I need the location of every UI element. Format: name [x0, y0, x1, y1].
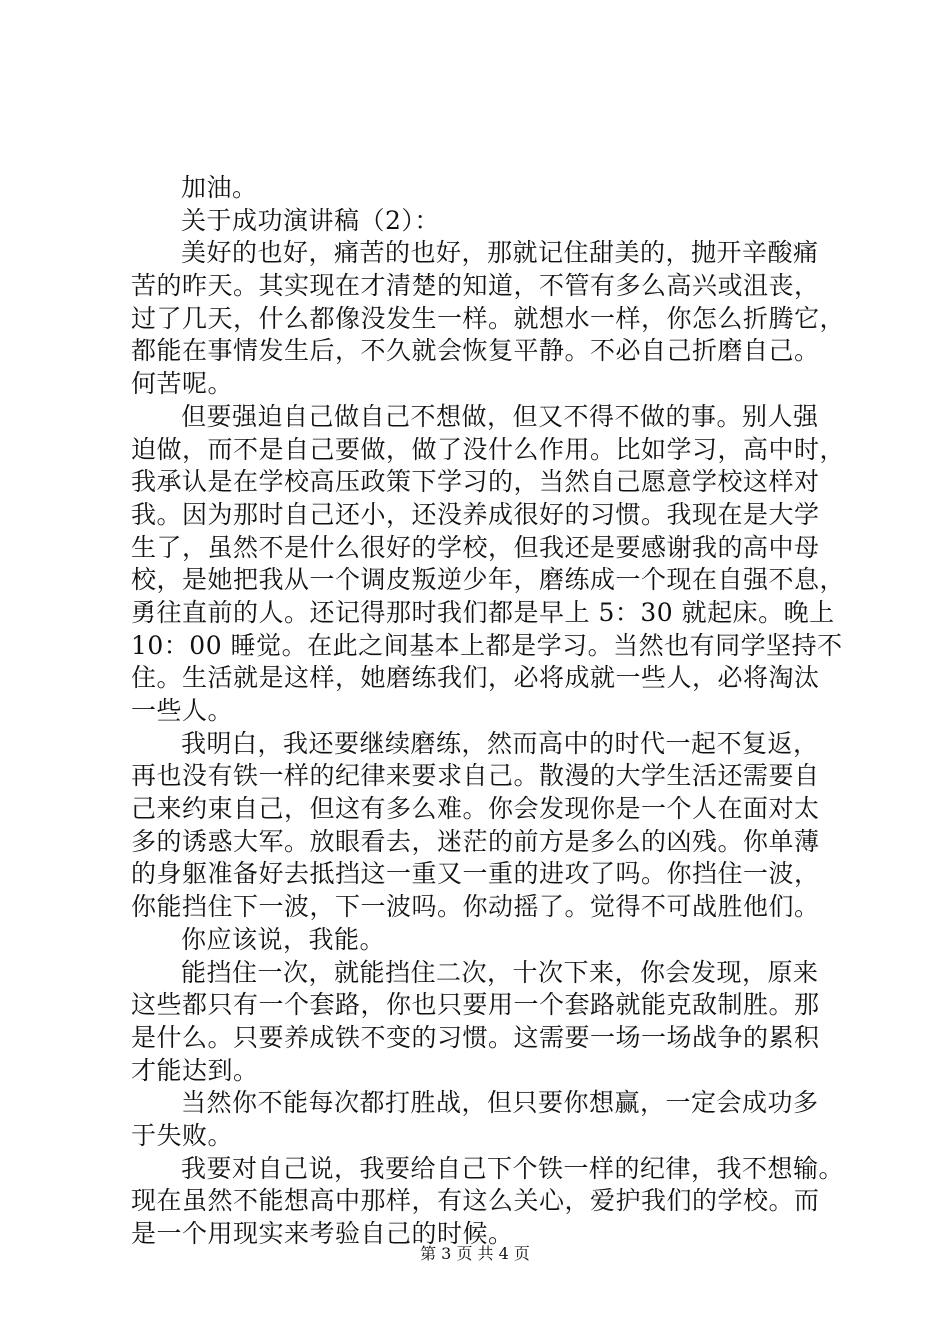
text-line: 再也没有铁一样的纪律来要求自己。散漫的大学生活还需要自	[131, 761, 820, 791]
text-line: 己来约束自己，但这有多么难。你会发现你是一个人在面对太	[131, 794, 820, 824]
text-line: 你能挡住下一波，下一波吗。你动摇了。觉得不可战胜他们。	[131, 892, 820, 922]
text-line: 但要强迫自己做自己不想做，但又不得不做的事。别人强	[181, 401, 819, 431]
text-line: 关于成功演讲稿（2）：	[181, 205, 440, 235]
text-line: 生了，虽然不是什么很好的学校，但我还是要感谢我的高中母	[131, 532, 820, 562]
text-line: 是什么。只要养成铁不变的习惯。这需要一场一场战争的累积	[131, 1022, 820, 1052]
text-line: 你应该说，我能。	[181, 924, 386, 954]
page-footer: 第 3 页 共 4 页	[420, 1244, 530, 1263]
text-line: 何苦呢。	[131, 369, 234, 399]
text-line: 现在虽然不能想高中那样，有这么关心，爱护我们的学校。而	[131, 1186, 820, 1216]
text-line: 是一个用现实来考验自己的时候。	[131, 1219, 514, 1248]
text-line: 我要对自己说，我要给自己下个铁一样的纪律，我不想输。	[181, 1153, 845, 1183]
text-line: 才能达到。	[131, 1055, 259, 1085]
text-line: 美好的也好，痛苦的也好，那就记住甜美的，抛开辛酸痛	[181, 238, 819, 268]
text-line: 多的诱惑大军。放眼看去，迷茫的前方是多么的凶残。你单薄	[131, 826, 820, 856]
text-line: 10：00 睡觉。在此之间基本上都是学习。当然也有同学坚持不	[131, 630, 843, 660]
text-line: 我承认是在学校高压政策下学习的，当然自己愿意学校这样对	[131, 467, 820, 497]
text-line: 加油。	[181, 173, 258, 202]
text-line: 于失败。	[131, 1120, 234, 1150]
text-line: 的身躯准备好去抵挡这一重又一重的进攻了吗。你挡住一波，	[131, 859, 820, 889]
text-line: 我。因为那时自己还小，还没养成很好的习惯。我现在是大学	[131, 499, 820, 529]
text-line: 苦的昨天。其实现在才清楚的知道，不管有多么高兴或沮丧，	[131, 271, 820, 301]
text-line: 过了几天，什么都像没发生一样。就想水一样，你怎么折腾它，	[131, 303, 846, 333]
text-line: 住。生活就是这样，她磨练我们，必将成就一些人，必将淘汰	[131, 663, 820, 693]
text-line: 勇往直前的人。还记得那时我们都是早上 5：30 就起床。晚上	[131, 597, 835, 627]
text-line: 一些人。	[131, 696, 234, 725]
document-body	[131, 172, 846, 1251]
text-line: 我明白，我还要继续磨练，然而高中的时代一起不复返，	[181, 728, 819, 758]
text-line: 能挡住一次，就能挡住二次，十次下来，你会发现，原来	[181, 957, 819, 987]
text-line: 这些都只有一个套路，你也只要用一个套路就能克敌制胜。那	[131, 990, 820, 1020]
text-line: 校，是她把我从一个调皮叛逆少年，磨练成一个现在自强不息，	[131, 565, 846, 595]
text-line: 当然你不能每次都打胜战，但只要你想赢，一定会成功多	[181, 1088, 819, 1118]
text-line: 都能在事情发生后，不久就会恢复平静。不必自己折磨自己。	[131, 336, 820, 366]
text-line: 迫做，而不是自己要做，做了没什么作用。比如学习，高中时，	[131, 434, 846, 464]
